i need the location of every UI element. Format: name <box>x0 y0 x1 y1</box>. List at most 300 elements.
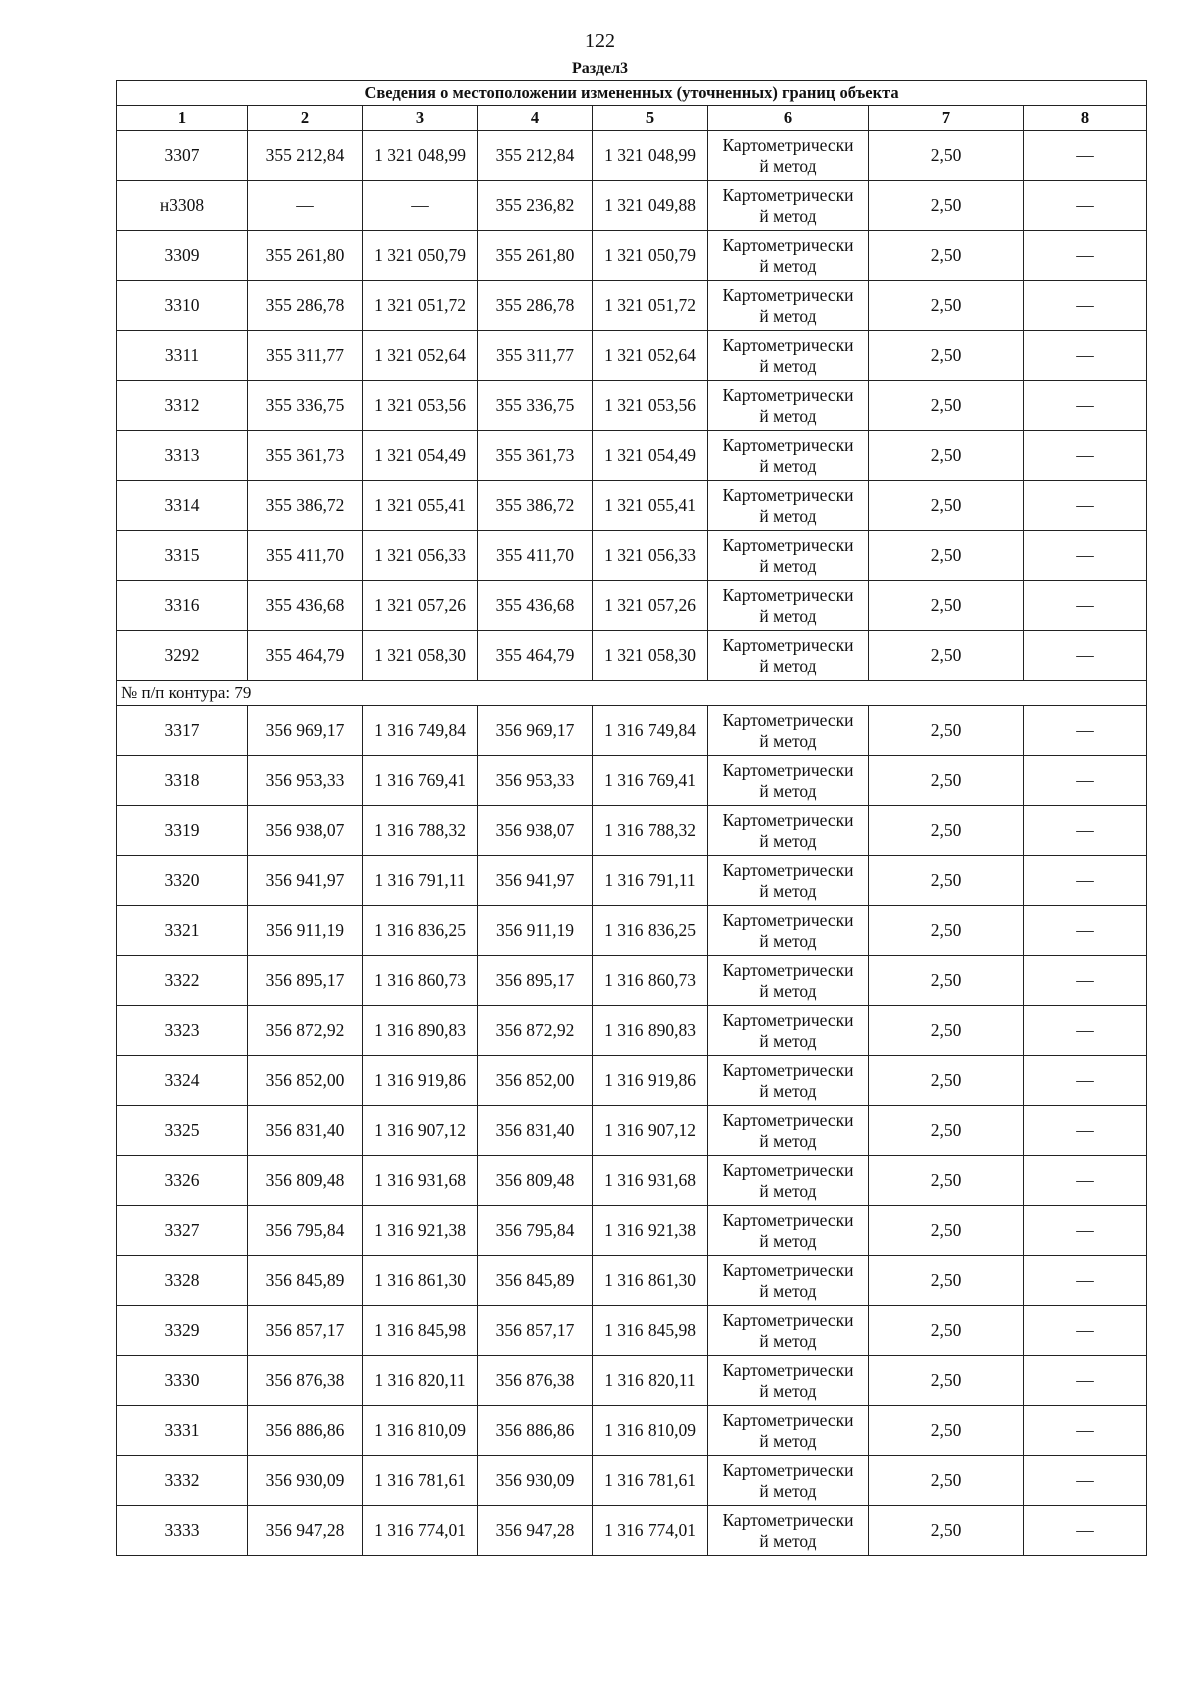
method-text-line1: Картометрически <box>722 534 854 555</box>
old-x-cell: 356 857,17 <box>248 1306 363 1356</box>
empty-mark-cell: — <box>1024 1406 1147 1456</box>
old-x-cell: 356 911,19 <box>248 906 363 956</box>
table-row <box>117 381 1147 431</box>
empty-mark-cell: — <box>1024 1156 1147 1206</box>
new-x-cell: 356 831,40 <box>478 1106 593 1156</box>
method-cell <box>708 131 869 181</box>
table-row <box>117 231 1147 281</box>
point-number-cell: 3314 <box>117 481 248 531</box>
new-y-cell: 1 316 919,86 <box>593 1056 708 1106</box>
point-number-cell: 3311 <box>117 331 248 381</box>
method-text-line1: Картометрически <box>722 1209 854 1230</box>
old-x-cell: 356 969,17 <box>248 706 363 756</box>
point-number-cell: 3322 <box>117 956 248 1006</box>
new-x-cell: 355 212,84 <box>478 131 593 181</box>
method-cell <box>708 631 869 681</box>
empty-mark-cell: — <box>1024 581 1147 631</box>
point-number-cell: 3328 <box>117 1256 248 1306</box>
old-x-cell: 355 261,80 <box>248 231 363 281</box>
method-text-line1: Картометрически <box>722 334 854 355</box>
empty-mark-cell: — <box>1024 381 1147 431</box>
old-x-cell: — <box>248 181 363 231</box>
new-x-cell: 356 876,38 <box>478 1356 593 1406</box>
precision-cell: 2,50 <box>869 956 1024 1006</box>
old-y-cell: 1 316 810,09 <box>363 1406 478 1456</box>
method-text-line2: й метод <box>759 1330 817 1351</box>
method-text-line1: Картометрически <box>722 384 854 405</box>
method-text-line2: й метод <box>759 655 817 676</box>
new-x-cell: 355 336,75 <box>478 381 593 431</box>
table-row <box>117 856 1147 906</box>
new-x-cell: 355 236,82 <box>478 181 593 231</box>
point-number-cell: 3321 <box>117 906 248 956</box>
method-text-line1: Картометрически <box>722 634 854 655</box>
method-cell <box>708 281 869 331</box>
table-row <box>117 1306 1147 1356</box>
new-y-cell: 1 316 791,11 <box>593 856 708 906</box>
method-text-line2: й метод <box>759 1380 817 1401</box>
old-y-cell: 1 316 845,98 <box>363 1306 478 1356</box>
table-row <box>117 1106 1147 1156</box>
point-number-cell: 3329 <box>117 1306 248 1356</box>
table-row <box>117 806 1147 856</box>
method-cell <box>708 1456 869 1506</box>
new-x-cell: 355 464,79 <box>478 631 593 681</box>
old-y-cell: — <box>363 181 478 231</box>
table-row <box>117 1406 1147 1456</box>
empty-mark-cell: — <box>1024 1506 1147 1556</box>
new-y-cell: 1 321 055,41 <box>593 481 708 531</box>
old-x-cell: 356 876,38 <box>248 1356 363 1406</box>
new-y-cell: 1 316 836,25 <box>593 906 708 956</box>
old-x-cell: 356 930,09 <box>248 1456 363 1506</box>
new-y-cell: 1 321 048,99 <box>593 131 708 181</box>
method-text-line1: Картометрически <box>722 709 854 730</box>
old-x-cell: 355 436,68 <box>248 581 363 631</box>
method-text-line1: Картометрически <box>722 1509 854 1530</box>
method-text-line1: Картометрически <box>722 859 854 880</box>
method-text-line1: Картометрически <box>722 1009 854 1030</box>
method-text-line1: Картометрически <box>722 759 854 780</box>
method-text-line1: Картометрически <box>722 1309 854 1330</box>
old-x-cell: 356 947,28 <box>248 1506 363 1556</box>
old-y-cell: 1 321 051,72 <box>363 281 478 331</box>
precision-cell: 2,50 <box>869 481 1024 531</box>
new-y-cell: 1 316 769,41 <box>593 756 708 806</box>
method-text-line2: й метод <box>759 1080 817 1101</box>
new-y-cell: 1 316 931,68 <box>593 1156 708 1206</box>
empty-mark-cell: — <box>1024 481 1147 531</box>
empty-mark-cell: — <box>1024 331 1147 381</box>
new-x-cell: 355 386,72 <box>478 481 593 531</box>
method-text-line2: й метод <box>759 1230 817 1251</box>
old-y-cell: 1 316 921,38 <box>363 1206 478 1256</box>
method-text-line2: й метод <box>759 305 817 326</box>
precision-cell: 2,50 <box>869 1256 1024 1306</box>
old-y-cell: 1 316 791,11 <box>363 856 478 906</box>
method-text-line1: Картометрически <box>722 134 854 155</box>
empty-mark-cell: — <box>1024 956 1147 1006</box>
table-row <box>117 181 1147 231</box>
old-y-cell: 1 321 057,26 <box>363 581 478 631</box>
old-y-cell: 1 316 890,83 <box>363 1006 478 1056</box>
old-y-cell: 1 316 749,84 <box>363 706 478 756</box>
method-cell <box>708 806 869 856</box>
method-cell <box>708 1156 869 1206</box>
point-number-cell: 3316 <box>117 581 248 631</box>
new-y-cell: 1 321 056,33 <box>593 531 708 581</box>
precision-cell: 2,50 <box>869 756 1024 806</box>
boundary-coordinates-table <box>116 80 1147 1556</box>
old-x-cell: 356 938,07 <box>248 806 363 856</box>
method-text-line2: й метод <box>759 830 817 851</box>
table-row <box>117 1506 1147 1556</box>
method-text-line2: й метод <box>759 205 817 226</box>
new-y-cell: 1 316 820,11 <box>593 1356 708 1406</box>
method-text-line2: й метод <box>759 155 817 176</box>
new-x-cell: 355 286,78 <box>478 281 593 331</box>
point-number-cell: 3307 <box>117 131 248 181</box>
old-y-cell: 1 316 788,32 <box>363 806 478 856</box>
new-x-cell: 355 411,70 <box>478 531 593 581</box>
table-row <box>117 631 1147 681</box>
method-text-line1: Картометрически <box>722 184 854 205</box>
empty-mark-cell: — <box>1024 631 1147 681</box>
old-x-cell: 355 411,70 <box>248 531 363 581</box>
column-number: 3 <box>363 106 478 131</box>
page-number: 122 <box>585 30 615 52</box>
new-y-cell: 1 316 907,12 <box>593 1106 708 1156</box>
precision-cell: 2,50 <box>869 381 1024 431</box>
new-y-cell: 1 316 860,73 <box>593 956 708 1006</box>
method-cell <box>708 381 869 431</box>
old-x-cell: 356 809,48 <box>248 1156 363 1206</box>
table-row <box>117 131 1147 181</box>
old-y-cell: 1 321 054,49 <box>363 431 478 481</box>
old-y-cell: 1 321 056,33 <box>363 531 478 581</box>
table-row <box>117 906 1147 956</box>
empty-mark-cell: — <box>1024 806 1147 856</box>
precision-cell: 2,50 <box>869 1156 1024 1206</box>
method-text-line2: й метод <box>759 605 817 626</box>
column-number: 2 <box>248 106 363 131</box>
new-x-cell: 356 886,86 <box>478 1406 593 1456</box>
column-number-row <box>117 106 1147 131</box>
new-y-cell: 1 316 781,61 <box>593 1456 708 1506</box>
table-row <box>117 1056 1147 1106</box>
precision-cell: 2,50 <box>869 281 1024 331</box>
method-text-line1: Картометрически <box>722 1109 854 1130</box>
empty-mark-cell: — <box>1024 1106 1147 1156</box>
table-row <box>117 756 1147 806</box>
table-row <box>117 531 1147 581</box>
point-number-cell: 3313 <box>117 431 248 481</box>
method-text-line1: Картометрически <box>722 1059 854 1080</box>
new-y-cell: 1 321 058,30 <box>593 631 708 681</box>
table-row <box>117 956 1147 1006</box>
old-y-cell: 1 316 769,41 <box>363 756 478 806</box>
old-x-cell: 355 336,75 <box>248 381 363 431</box>
point-number-cell: 3312 <box>117 381 248 431</box>
table-row <box>117 1156 1147 1206</box>
method-text-line2: й метод <box>759 405 817 426</box>
new-x-cell: 355 261,80 <box>478 231 593 281</box>
contour-label-row <box>117 681 1147 706</box>
method-cell <box>708 1506 869 1556</box>
new-y-cell: 1 316 788,32 <box>593 806 708 856</box>
precision-cell: 2,50 <box>869 131 1024 181</box>
method-cell <box>708 481 869 531</box>
new-x-cell: 356 895,17 <box>478 956 593 1006</box>
old-x-cell: 356 953,33 <box>248 756 363 806</box>
new-x-cell: 355 436,68 <box>478 581 593 631</box>
method-text-line2: й метод <box>759 455 817 476</box>
old-x-cell: 356 831,40 <box>248 1106 363 1156</box>
new-y-cell: 1 316 845,98 <box>593 1306 708 1356</box>
old-x-cell: 356 872,92 <box>248 1006 363 1056</box>
method-text-line2: й метод <box>759 1530 817 1551</box>
new-y-cell: 1 321 057,26 <box>593 581 708 631</box>
empty-mark-cell: — <box>1024 231 1147 281</box>
old-x-cell: 356 941,97 <box>248 856 363 906</box>
old-x-cell: 356 852,00 <box>248 1056 363 1106</box>
old-y-cell: 1 321 050,79 <box>363 231 478 281</box>
method-text-line2: й метод <box>759 780 817 801</box>
method-text-line1: Картометрически <box>722 434 854 455</box>
old-y-cell: 1 321 055,41 <box>363 481 478 531</box>
column-number: 5 <box>593 106 708 131</box>
new-x-cell: 356 857,17 <box>478 1306 593 1356</box>
new-x-cell: 356 911,19 <box>478 906 593 956</box>
new-y-cell: 1 321 051,72 <box>593 281 708 331</box>
new-x-cell: 355 311,77 <box>478 331 593 381</box>
precision-cell: 2,50 <box>869 1406 1024 1456</box>
old-y-cell: 1 321 058,30 <box>363 631 478 681</box>
new-x-cell: 356 795,84 <box>478 1206 593 1256</box>
method-text-line1: Картометрически <box>722 1159 854 1180</box>
method-cell <box>708 231 869 281</box>
method-text-line2: й метод <box>759 1130 817 1151</box>
method-cell <box>708 1306 869 1356</box>
old-x-cell: 356 845,89 <box>248 1256 363 1306</box>
table-row <box>117 331 1147 381</box>
old-x-cell: 355 286,78 <box>248 281 363 331</box>
old-y-cell: 1 321 052,64 <box>363 331 478 381</box>
point-number-cell: 3324 <box>117 1056 248 1106</box>
precision-cell: 2,50 <box>869 1356 1024 1406</box>
method-cell <box>708 1406 869 1456</box>
method-cell <box>708 1256 869 1306</box>
new-x-cell: 356 809,48 <box>478 1156 593 1206</box>
old-x-cell: 355 311,77 <box>248 331 363 381</box>
method-cell <box>708 1006 869 1056</box>
point-number-cell: 3333 <box>117 1506 248 1556</box>
column-number: 8 <box>1024 106 1147 131</box>
table-row <box>117 431 1147 481</box>
empty-mark-cell: — <box>1024 1206 1147 1256</box>
precision-cell: 2,50 <box>869 906 1024 956</box>
precision-cell: 2,50 <box>869 1456 1024 1506</box>
method-text-line2: й метод <box>759 555 817 576</box>
old-x-cell: 355 361,73 <box>248 431 363 481</box>
method-cell <box>708 581 869 631</box>
method-text-line1: Картометрически <box>722 1259 854 1280</box>
point-number-cell: 3317 <box>117 706 248 756</box>
old-y-cell: 1 316 919,86 <box>363 1056 478 1106</box>
old-y-cell: 1 316 860,73 <box>363 956 478 1006</box>
precision-cell: 2,50 <box>869 1056 1024 1106</box>
method-text-line1: Картометрически <box>722 284 854 305</box>
precision-cell: 2,50 <box>869 531 1024 581</box>
old-x-cell: 356 895,17 <box>248 956 363 1006</box>
method-text-line1: Картометрически <box>722 1459 854 1480</box>
precision-cell: 2,50 <box>869 631 1024 681</box>
empty-mark-cell: — <box>1024 1306 1147 1356</box>
new-y-cell: 1 321 052,64 <box>593 331 708 381</box>
method-text-line1: Картометрически <box>722 959 854 980</box>
table-body <box>117 131 1147 1556</box>
method-cell <box>708 531 869 581</box>
new-x-cell: 355 361,73 <box>478 431 593 481</box>
point-number-cell: 3310 <box>117 281 248 331</box>
table-row <box>117 1206 1147 1256</box>
old-x-cell: 355 386,72 <box>248 481 363 531</box>
empty-mark-cell: — <box>1024 1056 1147 1106</box>
precision-cell: 2,50 <box>869 706 1024 756</box>
method-text-line1: Картометрически <box>722 584 854 605</box>
empty-mark-cell: — <box>1024 281 1147 331</box>
old-y-cell: 1 316 836,25 <box>363 906 478 956</box>
method-text-line2: й метод <box>759 980 817 1001</box>
precision-cell: 2,50 <box>869 1006 1024 1056</box>
method-text-line2: й метод <box>759 930 817 951</box>
method-text-line2: й метод <box>759 1180 817 1201</box>
new-x-cell: 356 938,07 <box>478 806 593 856</box>
table-row <box>117 1256 1147 1306</box>
empty-mark-cell: — <box>1024 431 1147 481</box>
method-cell <box>708 1356 869 1406</box>
point-number-cell: 3292 <box>117 631 248 681</box>
table-caption-row <box>117 81 1147 106</box>
point-number-cell: 3330 <box>117 1356 248 1406</box>
old-y-cell: 1 316 931,68 <box>363 1156 478 1206</box>
point-number-cell: 3320 <box>117 856 248 906</box>
empty-mark-cell: — <box>1024 181 1147 231</box>
method-text-line2: й метод <box>759 1280 817 1301</box>
table-row <box>117 706 1147 756</box>
point-number-cell: 3315 <box>117 531 248 581</box>
method-text-line1: Картометрически <box>722 234 854 255</box>
table-row <box>117 581 1147 631</box>
method-text-line2: й метод <box>759 880 817 901</box>
point-number-cell: 3325 <box>117 1106 248 1156</box>
new-x-cell: 356 872,92 <box>478 1006 593 1056</box>
point-number-cell: 3327 <box>117 1206 248 1256</box>
point-number-cell: 3331 <box>117 1406 248 1456</box>
method-cell <box>708 756 869 806</box>
column-number: 1 <box>117 106 248 131</box>
table-row <box>117 481 1147 531</box>
empty-mark-cell: — <box>1024 1456 1147 1506</box>
method-cell <box>708 1206 869 1256</box>
new-y-cell: 1 316 861,30 <box>593 1256 708 1306</box>
method-cell <box>708 431 869 481</box>
precision-cell: 2,50 <box>869 181 1024 231</box>
table-row <box>117 281 1147 331</box>
empty-mark-cell: — <box>1024 1256 1147 1306</box>
new-x-cell: 356 953,33 <box>478 756 593 806</box>
point-number-cell: 3332 <box>117 1456 248 1506</box>
precision-cell: 2,50 <box>869 1206 1024 1256</box>
precision-cell: 2,50 <box>869 1106 1024 1156</box>
column-number: 7 <box>869 106 1024 131</box>
method-text-line2: й метод <box>759 505 817 526</box>
new-y-cell: 1 321 049,88 <box>593 181 708 231</box>
empty-mark-cell: — <box>1024 131 1147 181</box>
method-text-line1: Картометрически <box>722 484 854 505</box>
old-x-cell: 355 212,84 <box>248 131 363 181</box>
empty-mark-cell: — <box>1024 906 1147 956</box>
point-number-cell: н3308 <box>117 181 248 231</box>
empty-mark-cell: — <box>1024 531 1147 581</box>
new-y-cell: 1 316 749,84 <box>593 706 708 756</box>
table-row <box>117 1456 1147 1506</box>
new-x-cell: 356 845,89 <box>478 1256 593 1306</box>
method-text-line1: Картометрически <box>722 1409 854 1430</box>
method-cell <box>708 331 869 381</box>
method-text-line2: й метод <box>759 1480 817 1501</box>
new-y-cell: 1 316 810,09 <box>593 1406 708 1456</box>
precision-cell: 2,50 <box>869 431 1024 481</box>
old-y-cell: 1 321 048,99 <box>363 131 478 181</box>
old-x-cell: 355 464,79 <box>248 631 363 681</box>
method-cell <box>708 956 869 1006</box>
precision-cell: 2,50 <box>869 231 1024 281</box>
precision-cell: 2,50 <box>869 1306 1024 1356</box>
method-cell <box>708 1106 869 1156</box>
new-y-cell: 1 316 921,38 <box>593 1206 708 1256</box>
new-y-cell: 1 316 774,01 <box>593 1506 708 1556</box>
empty-mark-cell: — <box>1024 756 1147 806</box>
old-x-cell: 356 886,86 <box>248 1406 363 1456</box>
precision-cell: 2,50 <box>869 1506 1024 1556</box>
method-text-line2: й метод <box>759 355 817 376</box>
method-text-line2: й метод <box>759 255 817 276</box>
method-cell <box>708 1056 869 1106</box>
new-y-cell: 1 321 050,79 <box>593 231 708 281</box>
method-text-line1: Картометрически <box>722 809 854 830</box>
table-row <box>117 1356 1147 1406</box>
new-x-cell: 356 947,28 <box>478 1506 593 1556</box>
method-text-line2: й метод <box>759 1030 817 1051</box>
point-number-cell: 3323 <box>117 1006 248 1056</box>
method-cell <box>708 706 869 756</box>
new-y-cell: 1 321 054,49 <box>593 431 708 481</box>
old-y-cell: 1 321 053,56 <box>363 381 478 431</box>
point-number-cell: 3309 <box>117 231 248 281</box>
precision-cell: 2,50 <box>869 806 1024 856</box>
method-text-line2: й метод <box>759 1430 817 1451</box>
section-title: Раздел3 <box>571 60 629 77</box>
empty-mark-cell: — <box>1024 706 1147 756</box>
column-number: 4 <box>478 106 593 131</box>
new-x-cell: 356 930,09 <box>478 1456 593 1506</box>
contour-label: № п/п контура: 79 <box>117 681 1147 706</box>
empty-mark-cell: — <box>1024 1356 1147 1406</box>
method-cell <box>708 856 869 906</box>
empty-mark-cell: — <box>1024 1006 1147 1056</box>
new-y-cell: 1 321 053,56 <box>593 381 708 431</box>
